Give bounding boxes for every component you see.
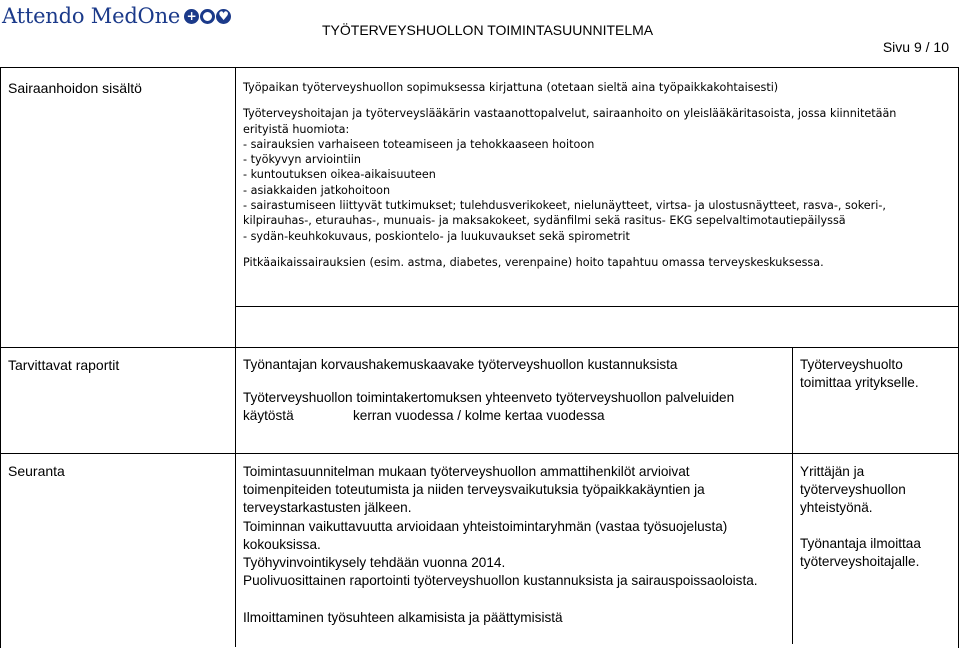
text-line: - sydän-keuhkokuvaus, poskiontelo- ja luukuvaukset sekä spirometrit xyxy=(243,229,630,243)
text-line: Toiminnan vaikuttavuutta arvioidaan yhteistoimintaryhmän (vastaa työsuojelusta) xyxy=(243,518,728,534)
column-divider-right xyxy=(792,347,793,644)
row-label-sairaanhoito: Sairaanhoidon sisältö xyxy=(8,80,142,96)
text-line: toimenpiteiden toteutumista ja niiden terveysvaikutuksia työpaikkakäyntien ja xyxy=(243,482,705,498)
text-line: Työnantaja ilmoittaa xyxy=(800,535,921,551)
row-label-raportit: Tarvittavat raportit xyxy=(8,357,120,373)
text-line: Työterveyshoitajan ja työterveyslääkärin vastaanottopalvelut, sairaanhoito on yleislääkäritasoista, jossa kiinnitetään xyxy=(243,107,897,121)
text-fragment: kerran vuodessa / kolme kertaa vuodessa xyxy=(353,408,605,424)
text-line: Työterveyshuollon toimintakertomuksen yhteenveto työterveyshuollon palveluiden xyxy=(243,390,735,406)
text-line: erityistä huomiota: xyxy=(243,122,350,136)
text-fragment: käytöstä xyxy=(243,408,294,424)
text-line: Työpaikan työterveyshuollon sopimuksessa kirjattuna (otetaan sieltä aina työpaikkakohtaisesti) xyxy=(243,81,779,94)
text-line: yhteistyönä. xyxy=(800,500,873,516)
text-line: Puolivuosittainen raportointi työterveyshuollon kustannuksista ja sairauspoissaoloista. xyxy=(243,573,758,589)
text-line: Toimintasuunnitelman mukaan työterveyshuollon ammattihenkilöt arvioivat xyxy=(243,464,690,479)
text-line: Työnantajan korvaushakemuskaavake työterveyshuollon kustannuksista xyxy=(243,357,678,372)
ring-icon xyxy=(200,9,215,24)
page-number: Sivu 9 / 10 xyxy=(882,39,949,55)
raportit-content xyxy=(243,356,788,426)
text-line: - työkyvyn arviointiin xyxy=(243,153,361,167)
heart-icon: ♥ xyxy=(216,9,231,24)
text-line: kokouksissa. xyxy=(243,536,321,552)
text-line: - sairauksien varhaiseen toteamiseen ja tehokkaaseen hoitoon xyxy=(243,137,595,151)
row-divider xyxy=(0,453,958,454)
attendo-medone-logo xyxy=(2,3,231,29)
seuranta-content xyxy=(243,463,788,628)
logo-marks xyxy=(184,9,231,24)
row-label-seuranta: Seuranta xyxy=(8,463,65,479)
column-divider xyxy=(235,67,236,647)
text-line: toimittaa yritykselle. xyxy=(800,375,919,391)
plus-icon: + xyxy=(184,9,199,24)
document-title: TYÖTERVEYSHUOLLON TOIMINTASUUNNITELMA xyxy=(322,22,654,38)
row-divider xyxy=(235,306,958,307)
text-line: työterveyshuollon xyxy=(800,482,906,498)
sairaanhoito-content xyxy=(243,80,953,270)
raportit-right xyxy=(800,356,955,392)
logo-text: Attendo MedOne xyxy=(2,4,181,28)
text-line: terveystarkastusten jälkeen. xyxy=(243,500,412,516)
text-line: Pitkäaikaissairauksien (esim. astma, diabetes, verenpaine) hoito tapahtuu omassa terveyskeskuksessa. xyxy=(243,255,824,269)
text-line: Työterveyshuolto xyxy=(800,357,903,372)
text-line: työterveyshoitajalle. xyxy=(800,553,920,569)
text-line: - sairastumiseen liittyvät tutkimukset; tulehdusverikokeet, nielunäytteet, virtsa- ja ulostusnäytteet, rasva-, sokeri-, xyxy=(243,199,886,213)
text-line: Ilmoittaminen työsuhteen alkamisista ja päättymisistä xyxy=(243,610,563,626)
text-line xyxy=(243,407,788,425)
text-line: Työhyvinvointikysely tehdään vuonna 2014. xyxy=(243,555,506,571)
text-line: - kuntoutuksen oikea-aikaisuuteen xyxy=(243,168,436,182)
text-line: Yrittäjän ja xyxy=(800,464,865,479)
text-line: - asiakkaiden jatkohoitoon xyxy=(243,183,391,197)
text-line: kilpirauhas-, eturauhas-, munuais- ja maksakokeet, sydänfilmi sekä rasitus- EKG sepelvaltimotautiepäilyssä xyxy=(243,214,846,228)
row-divider xyxy=(0,347,958,348)
seuranta-right xyxy=(800,463,955,571)
